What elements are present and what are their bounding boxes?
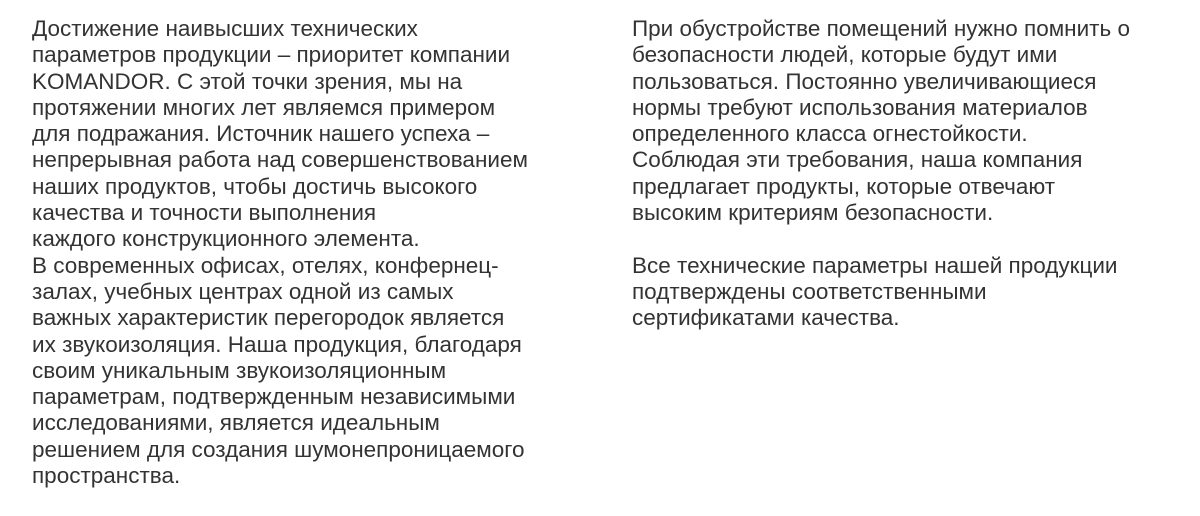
text-line: KOMANDOR. С этой точки зрения, мы на bbox=[32, 68, 463, 94]
text-line: параметрам, подтвержденным независимыми bbox=[32, 384, 516, 410]
left-paragraph-2 bbox=[32, 253, 592, 490]
text-line: непрерывная работа над совершенствованием bbox=[32, 147, 528, 173]
text-line: параметров продукции – приоритет компании bbox=[32, 42, 511, 68]
text-line: протяжении многих лет являемся примером bbox=[32, 94, 496, 120]
right-paragraph-1 bbox=[632, 16, 1192, 226]
text-line: определенного класса огнестойкости. bbox=[632, 121, 1028, 147]
text-line: нормы требуют использования материалов bbox=[632, 94, 1088, 120]
paragraph-spacer bbox=[632, 226, 1192, 252]
text-line: предлагает продукты, которые отвечают bbox=[632, 173, 1056, 199]
text-line: для подражания. Источник нашего успеха – bbox=[32, 121, 490, 147]
text-line: решением для создания шумонепроницаемого bbox=[32, 436, 525, 462]
text-line: исследованиями, является идеальным bbox=[32, 410, 440, 436]
text-line: Достижение наивысших технических bbox=[32, 16, 418, 41]
text-line: пользоваться. Постоянно увеличивающиеся bbox=[632, 68, 1097, 94]
text-line: важных характеристик перегородок является bbox=[32, 305, 505, 331]
text-line: Все технические параметры нашей продукции bbox=[632, 252, 1118, 278]
text-line: качества и точности выполнения bbox=[32, 200, 377, 226]
right-text-column bbox=[632, 16, 1192, 332]
text-line: В современных офисах, отелях, конфернец- bbox=[32, 252, 499, 278]
text-line: сертификатами качества. bbox=[632, 305, 900, 331]
left-paragraph-1 bbox=[32, 16, 592, 253]
text-line: подтверждены соответственными bbox=[632, 278, 987, 304]
text-line: залах, учебных центрах одной из самых bbox=[32, 278, 454, 304]
text-line: их звукоизоляция. Наша продукция, благодаря bbox=[32, 331, 522, 357]
text-line: высоким критериям безопасности. bbox=[632, 200, 994, 226]
text-line: наших продуктов, чтобы достичь высокого bbox=[32, 173, 478, 199]
left-text-column bbox=[32, 16, 592, 489]
text-line: безопасности людей, которые будут ими bbox=[632, 42, 1058, 68]
text-line: При обустройстве помещений нужно помнить о bbox=[632, 16, 1130, 41]
text-line: Соблюдая эти требования, наша компания bbox=[632, 147, 1083, 173]
text-line: пространства. bbox=[32, 463, 181, 489]
text-line: каждого конструкционного элемента. bbox=[32, 226, 420, 252]
right-paragraph-2 bbox=[632, 253, 1192, 332]
text-line: своим уникальным звукоизоляционным bbox=[32, 357, 447, 383]
